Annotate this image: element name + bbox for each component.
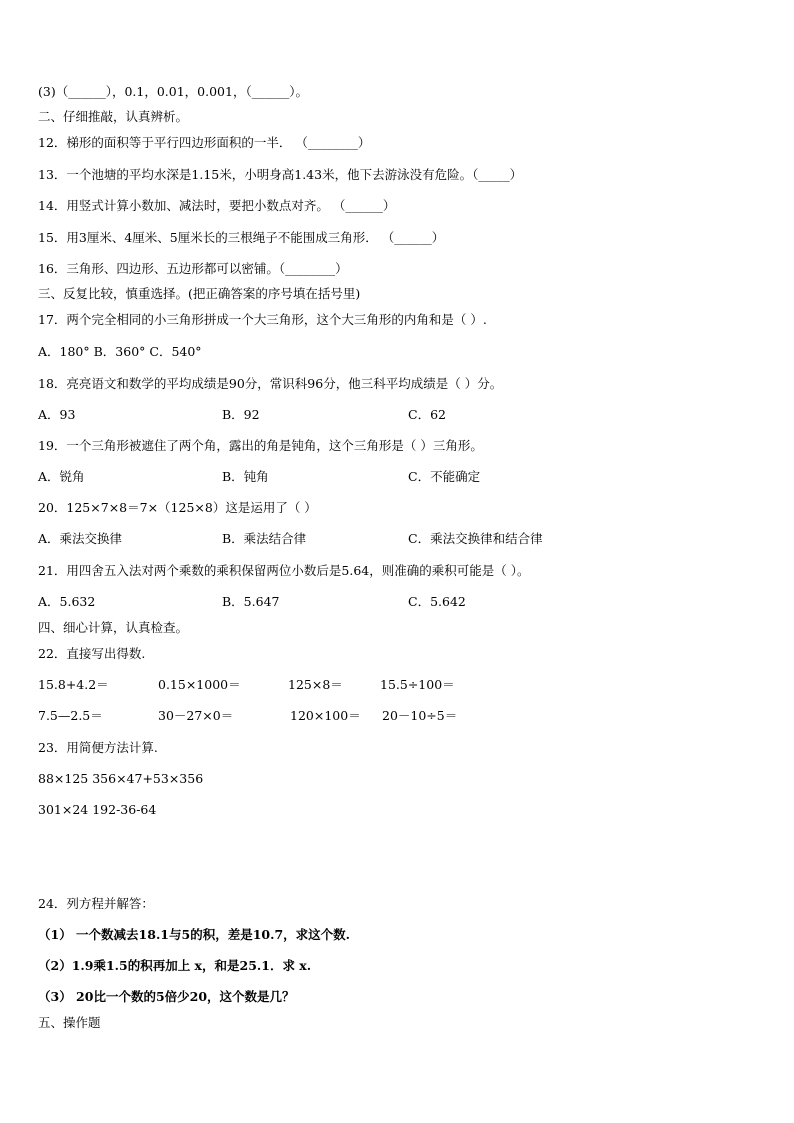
q20-option-c: C．乘法交换律和结合律 (408, 531, 543, 546)
q19-option-c: C．不能确定 (408, 469, 481, 484)
q3-sequence: (3)（______），0.1，0.01，0.001，（______）。 (38, 84, 308, 99)
calc-item: 0.15×1000＝ (158, 677, 241, 692)
question-17-options: A．180° B．360° C．540° (38, 344, 202, 359)
q20-option-a: A．乘法交换律 (38, 531, 123, 546)
q21-option-c: C．5.642 (408, 594, 466, 609)
question-21: 21．用四舍五入法对两个乘数的乘积保留两位小数后是5.64，则准确的乘积可能是（ ）。 (38, 563, 530, 578)
calc-item: 15.5÷100＝ (380, 677, 455, 692)
q24-part-2: （2）1.9乘1.5的积再加上 x，和是25.1．求 x. (38, 958, 312, 973)
section-3-heading: 三、反复比较，慎重选择。(把正确答案的序号填在括号里) (38, 286, 361, 301)
question-19: 19．一个三角形被遮住了两个角，露出的角是钝角，这个三角形是（ ）三角形。 (38, 438, 483, 453)
q23-row-1: 88×125 356×47+53×356 (38, 771, 204, 786)
calc-item: 7.5—2.5＝ (38, 708, 103, 723)
q23-row-2: 301×24 192-36-64 (38, 802, 157, 817)
q19-option-a: A．锐角 (38, 469, 85, 484)
calc-item: 20－10÷5＝ (382, 708, 458, 723)
q24-part-1: （1） 一个数减去18.1与5的积，差是10.7，求这个数. (38, 927, 350, 942)
question-17: 17．两个完全相同的小三角形拼成一个大三角形，这个大三角形的内角和是（ ）. (38, 312, 487, 327)
q18-option-b: B．92 (222, 407, 260, 422)
q18-option-a: A．93 (38, 407, 76, 422)
question-16: 16．三角形、四边形、五边形都可以密铺。（________） (38, 261, 348, 276)
q20-option-b: B．乘法结合律 (222, 531, 307, 546)
question-24: 24．列方程并解答： (38, 896, 154, 911)
calc-item: 30－27×0＝ (158, 708, 234, 723)
calc-item: 120×100＝ (290, 708, 361, 723)
question-13: 13．一个池塘的平均水深是1.15米，小明身高1.43米，他下去游泳没有危险。（_____） (38, 167, 523, 182)
calc-item: 15.8+4.2＝ (38, 677, 109, 692)
calc-item: 125×8＝ (288, 677, 343, 692)
q19-option-b: B．钝角 (222, 469, 269, 484)
question-18: 18．亮亮语文和数学的平均成绩是90分，常识科96分，他三科平均成绩是（ ）分。 (38, 376, 503, 391)
section-2-heading: 二、仔细推敲，认真辨析。 (38, 109, 189, 124)
section-4-heading: 四、细心计算，认真检查。 (38, 620, 189, 635)
q24-part-3: （3） 20比一个数的5倍少20，这个数是几？ (38, 989, 295, 1004)
question-14: 14．用竖式计算小数加、减法时，要把小数点对齐。 （______） (38, 198, 396, 213)
q18-option-c: C．62 (408, 407, 446, 422)
q21-option-a: A．5.632 (38, 594, 96, 609)
question-20: 20．125×7×8＝7×（125×8）这是运用了（ ） (38, 500, 317, 515)
question-12: 12．梯形的面积等于平行四边形面积的一半． （________） (38, 135, 371, 150)
question-15: 15．用3厘米、4厘米、5厘米长的三根绳子不能围成三角形． （______） (38, 230, 445, 245)
section-5-heading: 五、操作题 (38, 1015, 101, 1030)
question-23: 23．用简便方法计算. (38, 740, 158, 755)
question-22: 22．直接写出得数. (38, 646, 146, 661)
q21-option-b: B．5.647 (222, 594, 280, 609)
